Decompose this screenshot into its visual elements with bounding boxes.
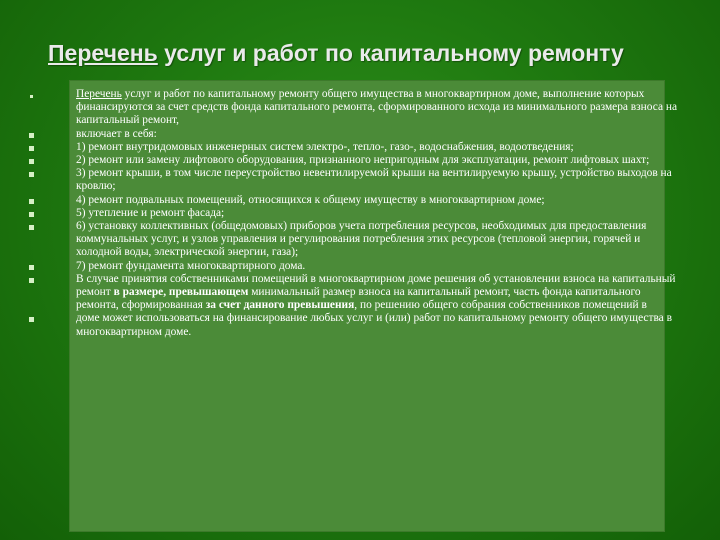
title-rest: услуг и работ по капитальному ремонту <box>157 40 624 66</box>
item-text: 5) утепление и ремонт фасада; <box>76 206 225 219</box>
item-text: услуг и работ по капитальному ремонту общего имущества в многоквартирном доме, выполнение которых финансируются за счет средств фонда капитального ремонта, сформированного исхода из минимального размера взноса на капитальный ремонт, <box>76 88 678 127</box>
item-text: 7) ремонт фундамента многоквартирного дома. <box>76 259 306 272</box>
item-text: 3) ремонт крыши, в том числе переустройство невентилируемой крыши на вентилируемую крышу, устройство выходов на кровлю; <box>76 167 672 193</box>
dot-bullet-icon <box>26 89 35 102</box>
item-text: 6) установку коллективных (общедомовых) приборов учета потребления ресурсов, необходимых для предоставления коммунальных услуг, и узлов управления и регулирования потребления этих ресурсов (тепловой энергии, горячей и холодной воды, электрической энергии, газа); <box>76 220 647 259</box>
bullet-list <box>26 88 686 339</box>
list-item <box>26 260 686 273</box>
item-text: минимальный размер взноса на капитальный ремонт, часть фонда капитального ремонта, сформированная <box>76 286 641 312</box>
item-underlined-word: Перечень <box>76 88 122 100</box>
list-item <box>26 88 686 128</box>
list-item <box>26 220 686 260</box>
title-underlined-word: Перечень <box>48 40 158 66</box>
square-bullet-icon <box>26 313 35 326</box>
item-text: 1) ремонт внутридомовых инженерных систем электро-, тепло-, газо-, водоснабжения, водоотведения; <box>76 140 574 153</box>
list-item <box>26 167 686 193</box>
slide-title <box>48 40 708 67</box>
item-text: 4) ремонт подвальных помещений, относящихся к общему имуществу в многоквартирном доме; <box>76 193 545 206</box>
item-text: включает в себя: <box>76 127 157 140</box>
square-bullet-icon <box>26 274 35 287</box>
square-bullet-icon <box>26 221 35 234</box>
item-bold-text: в размере, превышающем <box>113 286 249 299</box>
item-text: , по решению общего собрания собственников помещений в <box>354 299 647 312</box>
list-item <box>26 207 686 220</box>
square-bullet-icon <box>26 168 35 181</box>
list-item <box>26 154 686 167</box>
item-bold-text: за счет данного превышения <box>205 299 355 312</box>
item-text: доме может использоваться на финансирование любых услуг и (или) работ по капитальному ремонту общего имущества в многоквартирном доме. <box>76 312 672 338</box>
list-item <box>26 128 686 141</box>
list-item <box>26 141 686 154</box>
list-item <box>26 273 686 313</box>
item-text: 2) ремонт или замену лифтового оборудования, признанного непригодным для эксплуатации, ремонт лифтовых шахт; <box>76 154 650 167</box>
list-item <box>26 194 686 207</box>
list-item <box>26 312 686 338</box>
item-text: В случае принятия собственниками помещений в многоквартирном доме решения об установлении взноса на капитальный ремонт <box>76 272 676 299</box>
